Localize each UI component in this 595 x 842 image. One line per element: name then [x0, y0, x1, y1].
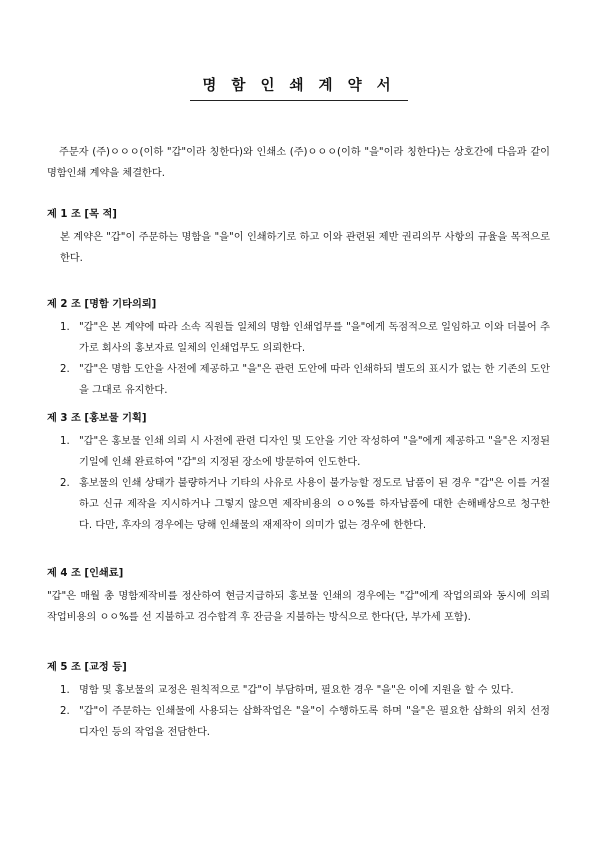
item-number: 2.	[60, 706, 70, 717]
page-title: 명 함 인 쇄 계 약 서	[202, 77, 396, 94]
intro-paragraph: 주문자 (주)ㅇㅇㅇ(이하 "갑"이라 칭한다)와 인쇄소 (주)ㅇㅇㅇ(이하 "을"이라 칭한다)는 상호간에 다음과 같이 명함인쇄 계약을 체결한다.	[47, 147, 550, 179]
title-underline	[190, 74, 408, 101]
article-4-heading: 제 4 조 [인쇄료]	[47, 568, 124, 579]
item-text: "갑"이 주문하는 인쇄물에 사용되는 삽화작업은 "을"이 수행하도록 하며 "을"은 필요한 삽화의 위치 선정 디자인 등의 작업을 전담한다.	[79, 706, 550, 738]
item-text: 명함 및 홍보물의 교정은 원칙적으로 "갑"이 부담하며, 필요한 경우 "을"은 이에 지원을 할 수 있다.	[79, 685, 514, 696]
item-number: 2.	[60, 364, 70, 375]
article-3-item-2	[47, 473, 550, 536]
article-4-body: "갑"은 매월 총 명함제작비를 정산하여 현금지급하되 홍보물 인쇄의 경우에는 "갑"에게 작업의뢰와 동시에 의뢰 작업비용의 ㅇㅇ%를 선 지불하고 검수합격 후 잔금을 지불하는 방식으로 한다(단, 부가세 포함).	[47, 591, 550, 623]
item-text: "갑"은 명함 도안을 사전에 제공하고 "을"은 관련 도안에 따라 인쇄하되 별도의 표시가 없는 한 기존의 도안을 그대로 유지한다.	[79, 364, 550, 396]
item-number: 1.	[60, 685, 70, 696]
article-5-heading: 제 5 조 [교정 등]	[47, 662, 127, 673]
article-5	[47, 660, 550, 743]
article-3-heading: 제 3 조 [홍보물 기획]	[47, 413, 147, 424]
article-1-heading: 제 1 조 [목 적]	[47, 209, 117, 220]
item-text: "갑"은 홍보물 인쇄 의뢰 시 사전에 관련 디자인 및 도안을 기안 작성하여 "을"에게 제공하고 "을"은 지정된 기일에 인쇄 완료하여 "갑"의 지정된 장소에 방문하여 인도한다.	[79, 436, 550, 468]
item-number: 2.	[60, 478, 70, 489]
article-2-item-2	[47, 359, 550, 401]
article-5-item-1	[47, 680, 550, 701]
item-number: 1.	[60, 322, 70, 333]
article-3-item-1	[47, 431, 550, 473]
article-1	[47, 207, 550, 269]
item-number: 1.	[60, 436, 70, 447]
item-text: 홍보물의 인쇄 상태가 불량하거나 기타의 사유로 사용이 불가능할 정도로 납품이 된 경우 "갑"은 이를 거절하고 신규 제작을 지시하거나 그렇지 않으면 제작비용의 ㅇㅇ%를 하자납품에 대한 손해배상으로 청구한다. 다만, 후자의 경우에는 당해 인쇄물의 재제작이 의미가 없는 경우에 한한다.	[79, 478, 550, 531]
article-5-item-2	[47, 701, 550, 743]
article-4	[47, 566, 550, 628]
article-3	[47, 411, 550, 536]
article-2	[47, 297, 550, 401]
article-1-body: 본 계약은 "갑"이 주문하는 명함을 "을"이 인쇄하기로 하고 이와 관련된 제반 권리의무 사항의 규율을 목적으로 한다.	[60, 232, 550, 264]
article-2-heading: 제 2 조 [명함 기타의뢰]	[47, 299, 157, 310]
article-2-item-1	[47, 317, 550, 359]
item-text: "갑"은 본 계약에 따라 소속 직원들 일체의 명함 인쇄업무를 "을"에게 독점적으로 일임하고 이와 더불어 추가로 회사의 홍보자료 일체의 인쇄업무도 의뢰한다.	[79, 322, 550, 354]
